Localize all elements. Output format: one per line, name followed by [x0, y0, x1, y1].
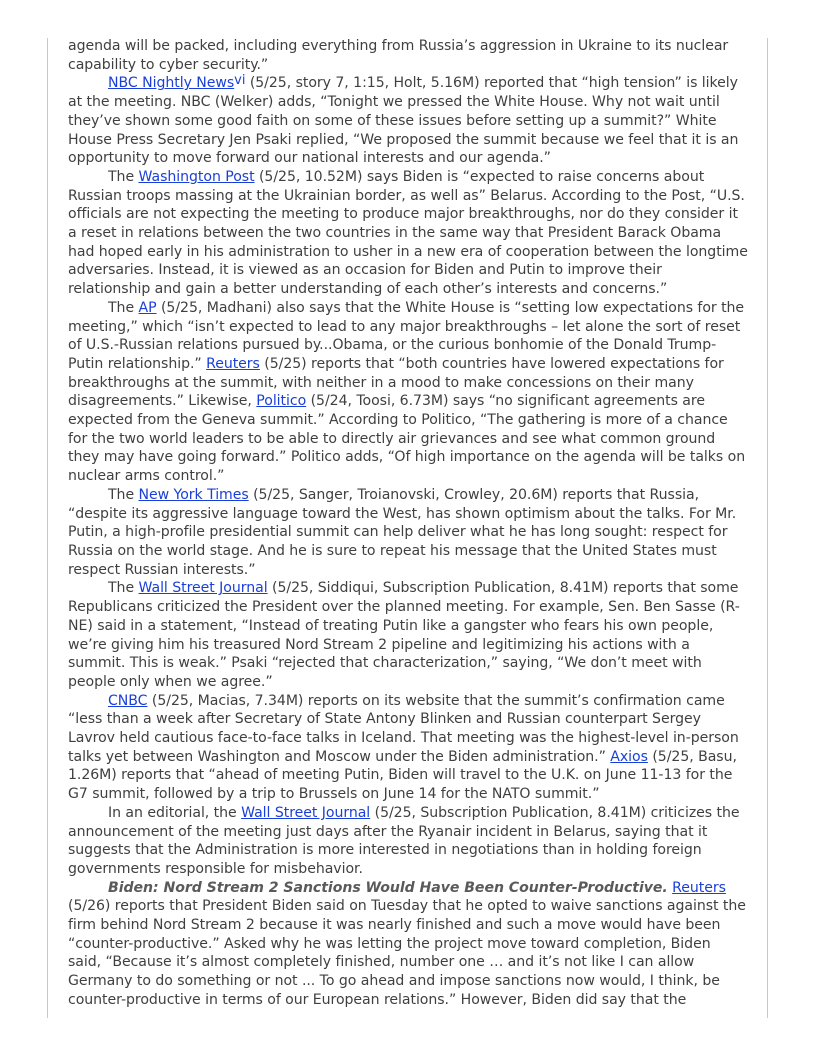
body-text: In an editorial, the: [108, 804, 242, 821]
link-axios[interactable]: Axios: [610, 748, 648, 765]
link-new-york-times[interactable]: New York Times: [138, 486, 249, 503]
body-text: agenda will be packed, including everything from Russia’s aggression in Ukraine to its nuclear capability to cyber security.”: [68, 38, 729, 73]
paragraph: [68, 579, 748, 691]
body-text: (5/24, Toosi, 6.73M) says “no significant agreements are expected from the Geneva summit.” According to Politico, “The gathering is more of a chance for the two world leaders to be able to directly air grievances and see what common ground they may have going forward.” Politico adds, “Of high importance on the agenda will be talks on nuclear arms control.”: [68, 393, 746, 485]
link-cnbc[interactable]: CNBC: [108, 692, 148, 709]
body-text: (5/25) reports that “both countries have lowered expectations for breakthroughs at the summit, with neither in a mood to make concessions on their many disagreements.” Likewise,: [68, 355, 724, 410]
body-text: (5/25, Sanger, Troianovski, Crowley, 20.6M) reports that Russia, “despite its aggressive language toward the West, has shown optimism about the talks. For Mr. Putin, a high-profile presidential summit can help deliver what he has long sought: respect for Russia on the world stage. And he is sure to repeat his message that the United States must respect Russian interests.”: [68, 486, 737, 578]
body-text: The: [108, 580, 139, 597]
paragraph: [68, 879, 748, 1010]
paragraph: [68, 37, 748, 74]
paragraph: [68, 804, 748, 879]
page-margin-rule-right: [767, 38, 768, 1018]
footnote-vi[interactable]: vi: [234, 73, 246, 89]
link-reuters[interactable]: Reuters: [206, 355, 260, 372]
link-politico[interactable]: Politico: [256, 393, 307, 410]
body-text: (5/25, Basu, 1.26M) reports that “ahead of meeting Putin, Biden will travel to the U.K. on June 11-13 for the G7 summit, followed by a trip to Brussels on June 14 for the NATO summit.”: [68, 748, 737, 803]
body-text: The: [108, 299, 139, 316]
link-washington-post[interactable]: Washington Post: [138, 168, 255, 185]
link-wall-street-journal-editorial[interactable]: Wall Street Journal: [241, 804, 371, 821]
body-text: (5/25, Madhani) also says that the White House is “setting low expectations for the meeting,” which “isn’t expected to lead to any major breakthroughs – let alone the sort of reset of U.S.-Russian relations pursued by...Obama, or the curious bonhomie of the Donald Trump-Putin relationship.”: [68, 299, 745, 372]
story-headline: Biden: Nord Stream 2 Sanctions Would Have Been Counter-Productive.: [108, 879, 668, 896]
body-text: (5/25, story 7, 1:15, Holt, 5.16M) reported that “high tension” is likely at the meeting. NBC (Welker) adds, “Tonight we pressed the White House. Why not wait until they’ve shown some good faith on some of these issues before setting up a summit?” White House Press Secretary Jen Psaki replied, “We proposed the summit because we feel that it is an opportunity to move forward our national interests and our agenda.”: [68, 75, 739, 167]
body-text: (5/26) reports that President Biden said on Tuesday that he opted to waive sanctions against the firm behind Nord Stream 2 because it was nearly finished and such a move would have been “counter-productive.” Asked why he was letting the project move toward completion, Biden said, “Because it’s almost completely finished, number one … and it’s not like I can allow Germany to do something or not ... To go ahead and impose sanctions now would, I think, be counter-productive in terms of our European relations.” However, Biden did say that the: [68, 898, 746, 1008]
link-nbc-nightly-news[interactable]: NBC Nightly News: [108, 75, 235, 92]
body-text: (5/25, Siddiqui, Subscription Publication, 8.41M) reports that some Republicans criticized the President over the planned meeting. For example, Sen. Ben Sasse (R-NE) said in a statement, “Instead of treating Putin like a gangster who fears his own people, we’re giving him his treasured Nord Stream 2 pipeline and legitimizing his actions with a summit. This is weak.” Psaki “rejected that characterization,” saying, “We don’t meet with people only when we agree.”: [68, 580, 740, 690]
page-margin-rule-left: [47, 38, 48, 1018]
link-reuters-nord-stream[interactable]: Reuters: [672, 879, 726, 896]
document-body: [68, 37, 748, 1010]
paragraph: [68, 486, 748, 580]
paragraph: [68, 692, 748, 804]
paragraph: [68, 299, 748, 486]
paragraph: [68, 74, 748, 168]
link-wall-street-journal[interactable]: Wall Street Journal: [138, 580, 268, 597]
body-text: The: [108, 486, 139, 503]
link-ap[interactable]: AP: [138, 299, 157, 316]
body-text: (5/25, Subscription Publication, 8.41M) criticizes the announcement of the meeting just days after the Ryanair incident in Belarus, saying that it suggests that the Administration is more interested in negotiations than in holding foreign governments responsible for misbehavior.: [68, 804, 740, 877]
body-text: (5/25, Macias, 7.34M) reports on its website that the summit’s confirmation came “less than a week after Secretary of State Antony Blinken and Russian counterpart Sergey Lavrov held cautious face-to-face talks in Iceland. That meeting was the highest-level in-person talks yet between Washington and Moscow under the Biden administration.”: [68, 692, 739, 765]
paragraph: [68, 168, 748, 299]
body-text: The: [108, 168, 139, 185]
body-text: (5/25, 10.52M) says Biden is “expected to raise concerns about Russian troops massing at the Ukrainian border, as well as” Belarus. According to the Post, “U.S. officials are not expecting the meeting to produce major breakthroughs, nor do they consider it a reset in relations between the two countries in the same way that President Barack Obama had hoped early in his administration to usher in a new era of cooperation between the longtime adversaries. Instead, it is viewed as an occasion for Biden and Putin to improve their relationship and gain a better understanding of each other’s interests and concerns.”: [68, 168, 748, 298]
